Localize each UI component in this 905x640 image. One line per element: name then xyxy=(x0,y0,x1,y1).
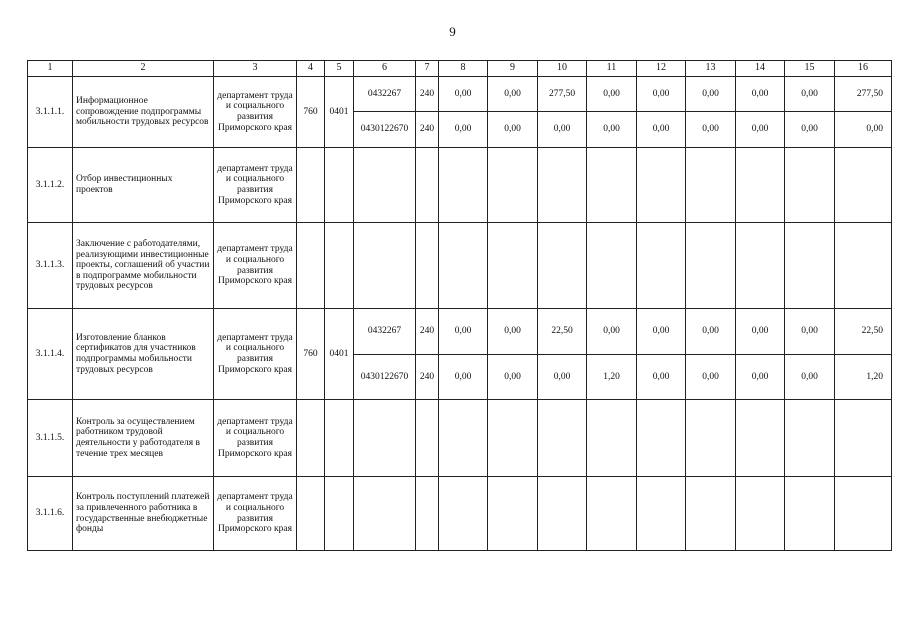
value-cell: 0,00 xyxy=(538,112,587,148)
column-header: 14 xyxy=(736,61,785,77)
code-section: 0401 xyxy=(325,77,354,148)
value-cell: 0,00 xyxy=(785,77,835,112)
code-target: 0430122670 xyxy=(354,355,416,400)
column-header: 6 xyxy=(354,61,416,77)
value-cell: 0,00 xyxy=(736,309,785,355)
value-cell: 0,00 xyxy=(587,309,637,355)
column-header: 5 xyxy=(325,61,354,77)
value-cell: 277,50 xyxy=(538,77,587,112)
column-header: 4 xyxy=(297,61,325,77)
row-id: 3.1.1.3. xyxy=(28,223,73,309)
value-cell: 0,00 xyxy=(686,77,736,112)
value-cell: 0,00 xyxy=(587,77,637,112)
column-header: 3 xyxy=(214,61,297,77)
value-cell: 0,00 xyxy=(736,355,785,400)
code-grbs: 760 xyxy=(297,77,325,148)
value-cell: 0,00 xyxy=(587,112,637,148)
table-header-row xyxy=(28,61,892,77)
value-cell: 0,00 xyxy=(736,112,785,148)
budget-table xyxy=(27,60,892,551)
column-header: 1 xyxy=(28,61,73,77)
value-cell: 0,00 xyxy=(637,77,686,112)
row-id: 3.1.1.4. xyxy=(28,309,73,400)
code-expense-type: 240 xyxy=(416,112,439,148)
value-cell: 0,00 xyxy=(637,309,686,355)
value-cell: 0,00 xyxy=(488,112,538,148)
column-header: 16 xyxy=(835,61,892,77)
executor: департамент труда и социального развития Приморского края xyxy=(214,400,297,477)
column-header: 13 xyxy=(686,61,736,77)
value-cell: 1,20 xyxy=(587,355,637,400)
value-cell: 0,00 xyxy=(785,355,835,400)
column-header: 2 xyxy=(73,61,214,77)
code-grbs: 760 xyxy=(297,309,325,400)
activity-name: Информационное сопровождение подпрограммы мобильности трудовых ресурсов xyxy=(73,77,214,148)
value-cell: 0,00 xyxy=(439,112,488,148)
executor: департамент труда и социального развития Приморского края xyxy=(214,77,297,148)
value-cell: 0,00 xyxy=(785,309,835,355)
value-cell: 0,00 xyxy=(637,112,686,148)
executor: департамент труда и социального развития Приморского края xyxy=(214,477,297,551)
value-cell: 0,00 xyxy=(686,309,736,355)
activity-name: Изготовление бланков сертификатов для участников подпрограммы мобильности трудовых ресурсов xyxy=(73,309,214,400)
column-header: 15 xyxy=(785,61,835,77)
value-cell: 0,00 xyxy=(686,112,736,148)
total-cell: 277,50 xyxy=(835,77,892,112)
table-row xyxy=(28,148,892,223)
total-cell: 1,20 xyxy=(835,355,892,400)
value-cell: 0,00 xyxy=(637,355,686,400)
row-id: 3.1.1.1. xyxy=(28,77,73,148)
table-row xyxy=(28,223,892,309)
value-cell: 0,00 xyxy=(538,355,587,400)
value-cell: 22,50 xyxy=(538,309,587,355)
table-row xyxy=(28,309,892,355)
code-target: 0430122670 xyxy=(354,112,416,148)
column-header: 11 xyxy=(587,61,637,77)
value-cell: 0,00 xyxy=(439,355,488,400)
column-header: 10 xyxy=(538,61,587,77)
code-expense-type: 240 xyxy=(416,309,439,355)
value-cell: 0,00 xyxy=(488,309,538,355)
column-header: 7 xyxy=(416,61,439,77)
executor: департамент труда и социального развития Приморского края xyxy=(214,309,297,400)
table-row xyxy=(28,477,892,551)
row-id: 3.1.1.2. xyxy=(28,148,73,223)
table-row xyxy=(28,400,892,477)
code-target: 0432267 xyxy=(354,77,416,112)
code-target: 0432267 xyxy=(354,309,416,355)
executor: департамент труда и социального развития Приморского края xyxy=(214,223,297,309)
total-cell: 0,00 xyxy=(835,112,892,148)
activity-name: Контроль за осуществлением работником трудовой деятельности у работодателя в течение трех месяцев xyxy=(73,400,214,477)
code-expense-type: 240 xyxy=(416,355,439,400)
table-row xyxy=(28,77,892,112)
activity-name: Контроль поступлений платежей за привлеченного работника в государственные внебюджетные фонды xyxy=(73,477,214,551)
column-header: 8 xyxy=(439,61,488,77)
activity-name: Заключение с работодателями, реализующими инвестиционные проекты, соглашений об участии в подпрограмме мобильности трудовых ресурсов xyxy=(73,223,214,309)
executor: департамент труда и социального развития Приморского края xyxy=(214,148,297,223)
row-id: 3.1.1.5. xyxy=(28,400,73,477)
code-section: 0401 xyxy=(325,309,354,400)
column-header: 12 xyxy=(637,61,686,77)
page-number: 9 xyxy=(449,24,456,39)
total-cell: 22,50 xyxy=(835,309,892,355)
column-header: 9 xyxy=(488,61,538,77)
value-cell: 0,00 xyxy=(736,77,785,112)
value-cell: 0,00 xyxy=(488,355,538,400)
value-cell: 0,00 xyxy=(488,77,538,112)
activity-name: Отбор инвестиционных проектов xyxy=(73,148,214,223)
row-id: 3.1.1.6. xyxy=(28,477,73,551)
value-cell: 0,00 xyxy=(439,77,488,112)
value-cell: 0,00 xyxy=(785,112,835,148)
value-cell: 0,00 xyxy=(686,355,736,400)
value-cell: 0,00 xyxy=(439,309,488,355)
code-expense-type: 240 xyxy=(416,77,439,112)
